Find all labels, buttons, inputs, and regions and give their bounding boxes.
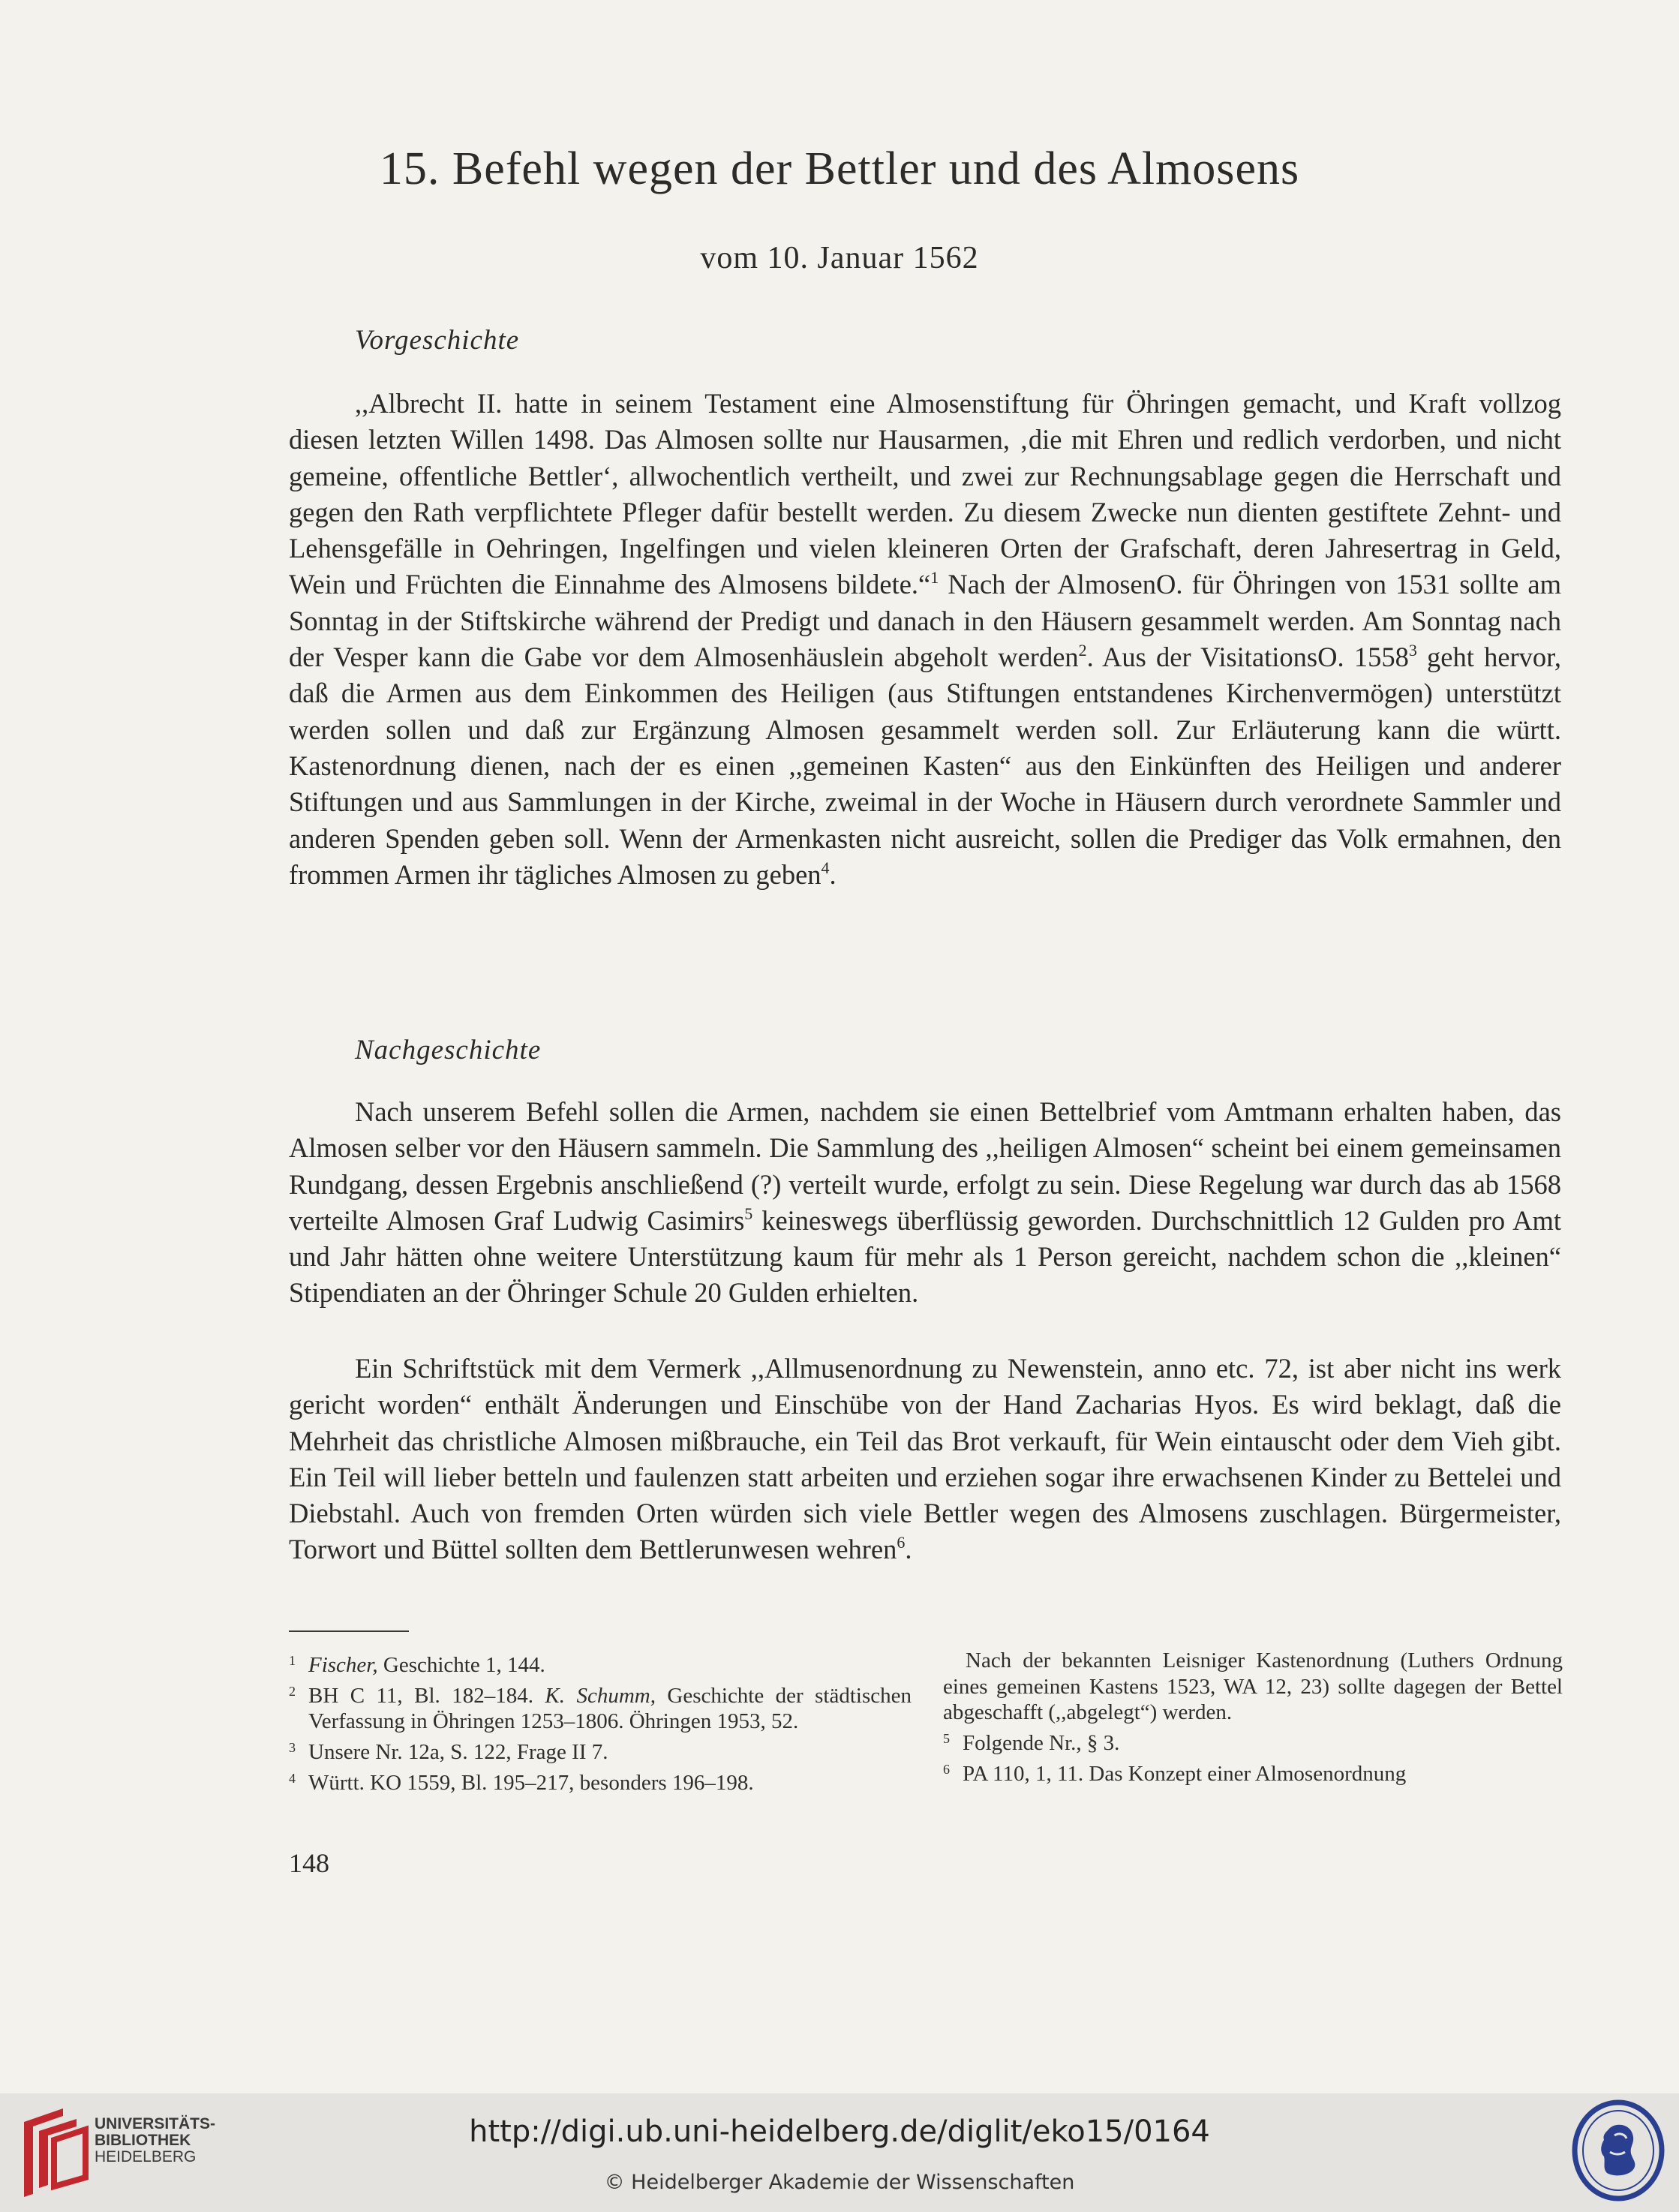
university-library-name: UNIVERSITÄTS- BIBLIOTHEK HEIDELBERG xyxy=(95,2115,216,2165)
footnote-ref-6[interactable]: 6 xyxy=(897,1533,906,1552)
paragraph-nachgeschichte-2: Ein Schriftstück mit dem Vermerk ,,Allmusenordnung zu Newenstein, anno etc. 72, ist aber nicht ins werk gericht worden“ enthält Änderungen und Einschübe von der Hand Zacharias Hyos. Es wird beklagt, daß die Mehrheit das christliche Almosen mißbrauche, ein Teil das Brot verkauft, für Wein eintauscht oder dem Vieh gibt. Ein Teil will lieber betteln und faulenzen statt arbeiten und erziehen sogar ihre erwachsenen Kinder zu Bettelei und Diebstahl. Auch von fremden Orten würden sich viele Bettler wegen des Almosens zuschlagen. Bürgermeister, Torwort und Büttel sollten dem Bettlerunwesen wehren$^6$. xyxy=(289,1353,1561,1565)
footnote-ref-3[interactable]: 3 xyxy=(1408,641,1417,660)
section-heading-nachgeschichte: Nachgeschichte xyxy=(355,1035,542,1065)
footnote-ref-2[interactable]: 2 xyxy=(1078,641,1087,660)
footnote-3: 3 Unsere Nr. 12a, S. 122, Frage II 7. xyxy=(289,1740,608,1765)
footnote-ref-4[interactable]: 4 xyxy=(821,858,830,877)
footnote-6: 6 PA 110, 1, 11. Das Konzept einer Almosenordnung xyxy=(943,1761,1407,1786)
footnotes-right-column xyxy=(943,1648,1563,1787)
page-title: 15. Befehl wegen der Bettler und des Almosens xyxy=(379,143,1300,194)
academy-seal-icon xyxy=(1569,2099,1667,2201)
footnote-ref-5[interactable]: 5 xyxy=(744,1204,753,1223)
footnote-ref-1[interactable]: 1 xyxy=(930,568,939,588)
paragraph-vorgeschichte: ,,Albrecht II. hatte in seinem Testament eine Almosenstiftung für Öhringen gemacht, und Kraft vollzog diesen letzten Willen 1498. Das Almosen sollte nur Hausarmen, ‚die mit Ehren und redlich verdorben, und nicht gemeine, offentliche Bettler‘, allwochentlich vertheilt, und zwei zur Rechnungsablage gegen die Herrschaft und gegen den Rath verpflichtete Pfleger dafür bestellt werden. Zu diesem Zwecke nun dienten gestiftete Zehnt- und Lehensgefälle in Oehringen, Ingelfingen und vielen kleineren Orten der Grafschaft, deren Jahresertrag in Geld, Wein und Früchten die Einnahme des Almosens bildete.“$^1$ Nach der AlmosenO. für Öhringen von 1531 sollte am Sonntag in der Stiftskirche während der Predigt und danach in den Häusern gesammelt werden. Am Sonntag nach der Vesper kann die Gabe vor dem Almosenhäuslein abgeholt werden$^2$. Aus der VisitationsO. 1558$^3$ geht hervor, daß die Armen aus dem Einkommen des Heiligen (aus Stiftungen entstandenes Kirchenvermögen) unterstützt werden sollen und daß zur Ergänzung Almosen gesammelt werden soll. Zur Erläuterung kann die württ. Kastenordnung dienen, nach der es einen ,,gemeinen Kasten“ aus den Einkünften des Heiligen und anderer Stiftungen und aus Sammlungen in der Kirche, zweimal in der Woche in Häusern durch verordnete Sammler und anderen Spenden geben soll. Wenn der Armenkasten nicht ausreicht, sollen die Prediger das Volk ermahnen, den frommen Armen ihr tägliches Almosen zu geben$^4$. xyxy=(289,388,1561,890)
footnote-1: 1 Fischer, Geschichte 1, 144. xyxy=(289,1653,545,1677)
footnote-divider xyxy=(289,1630,409,1632)
section-heading-vorgeschichte: Vorgeschichte xyxy=(355,325,520,356)
footnote-4: 4 Württ. KO 1559, Bl. 195–217, besonders 196–198. xyxy=(289,1770,754,1795)
footnotes-left-column xyxy=(289,1648,912,1796)
viewer-footer xyxy=(0,2093,1679,2212)
footnote-4-continuation: Nach der bekannten Leisniger Kastenordnung (Luthers Ordnung eines gemeinen Kastens 1523, WA 12, 23) sollte dagegen der Bettel abgeschafft (,,abgelegt“) werden. xyxy=(943,1648,1563,1725)
page-subtitle: vom 10. Januar 1562 xyxy=(700,241,979,275)
footnote-2: 2 BH C 11, Bl. 182–184. K. Schumm, Geschichte der städtischen Verfassung in Öhringen 1253–1806. Öhringen 1953, 52. xyxy=(289,1683,912,1734)
page-number: 148 xyxy=(289,1848,329,1878)
paragraph-nachgeschichte-1: Nach unserem Befehl sollen die Armen, nachdem sie einen Bettelbrief vom Amtmann erhalten haben, das Almosen selber vor den Häusern sammeln. Die Sammlung des ,,heiligen Almosen“ scheint bei einem gemeinsamen Rundgang, dessen Ergebnis anschließend (?) verteilt wurde, erfolgt zu sein. Diese Regelung war durch das ab 1568 verteilte Almosen Graf Ludwig Casimirs$^5$ keineswegs überflüssig geworden. Durchschnittlich 12 Gulden pro Amt und Jahr hätten ohne weitere Unterstützung kaum für mehr als 1 Person gereicht, nachdem schon die ,,kleinen“ Stipendiaten an der Öhringer Schule 20 Gulden erhielten. xyxy=(289,1096,1561,1309)
footnote-5: 5 Folgende Nr., § 3. xyxy=(943,1731,1120,1756)
permalink-url[interactable]: http://digi.ub.uni-heidelberg.de/diglit/eko15/0164 xyxy=(469,2114,1210,2149)
copyright-notice: © Heidelberger Akademie der Wissenschaften xyxy=(604,2171,1075,2194)
